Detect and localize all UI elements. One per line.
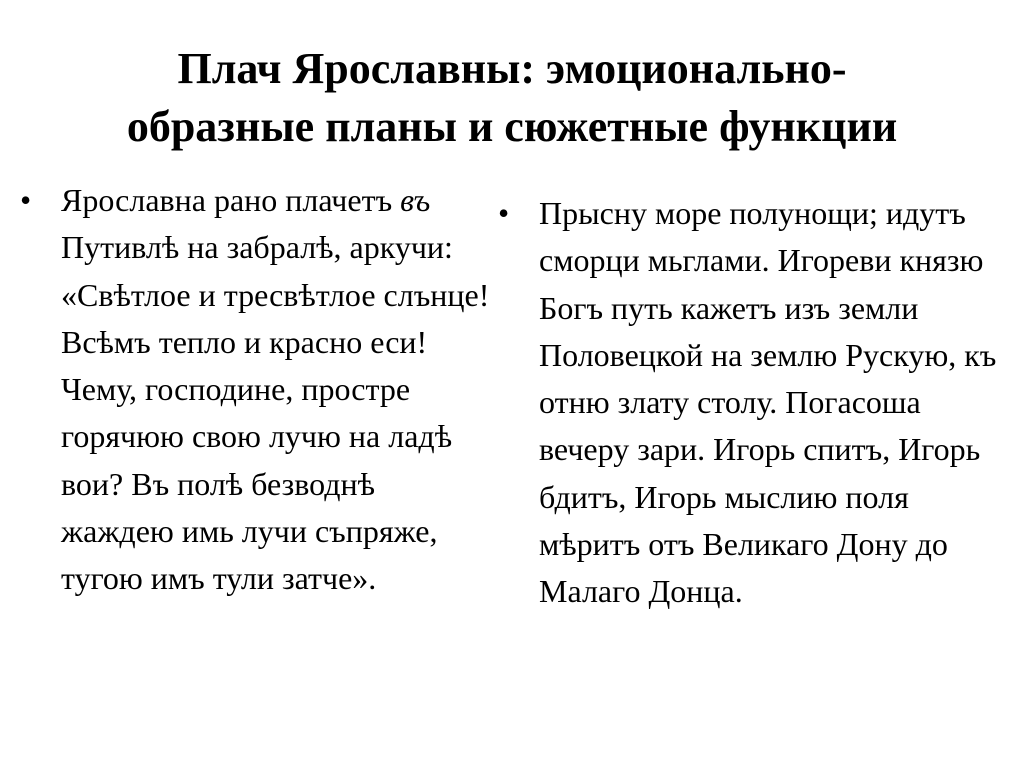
right-column [498,190,998,616]
left-column [20,177,490,603]
left-bullet-item [20,177,490,603]
right-bullet-item [498,190,998,616]
title-line-1: Плач Ярославны: эмоционально- [177,44,847,93]
left-text-italic: въ [400,182,431,218]
bullet-icon: • [498,195,510,231]
right-text: Прысну море полунощи; идутъ сморци мьглами. Игореви князю Богъ путь кажетъ изъ земли Половецкой на землю Рускую, къ отню злату столу. Погасоша вечеру зари. Игорь спитъ, Игорь бдитъ, Игорь мыслию поля мѣритъ отъ Великаго Дону до Малаго Донца. [539,195,997,610]
left-text-after: Путивлѣ на забралѣ, аркучи: «Свѣтлое и тресвѣтлое слънце! Всѣмъ тепло и красно еси! Чему, господине, простре горячюю свою лучю на ладѣ вои? Въ полѣ безводнѣ жаждею имь лучи съпряже, тугою имъ тули затче». [61,229,490,597]
slide-title [40,40,984,156]
bullet-icon: • [20,182,32,218]
left-text-before: Ярославна рано плачетъ [61,182,401,218]
title-line-2: образные планы и сюжетные функции [126,102,898,151]
